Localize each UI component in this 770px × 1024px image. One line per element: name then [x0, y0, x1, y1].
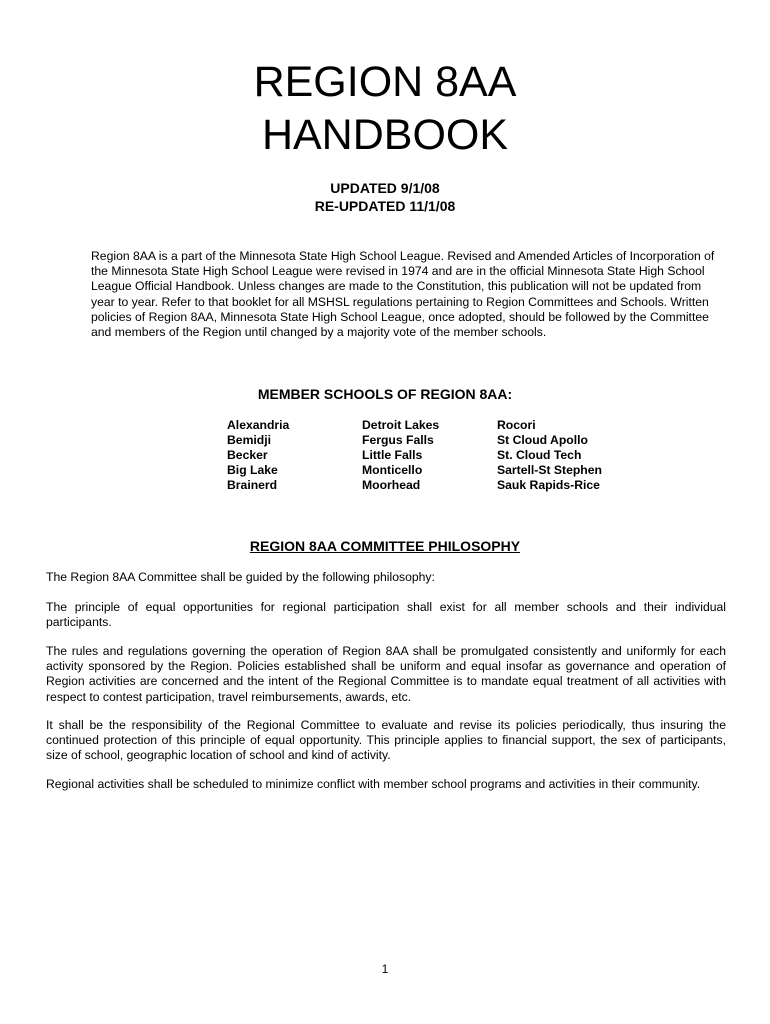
updated-date: UPDATED 9/1/08	[330, 180, 440, 196]
intro-paragraph: Region 8AA is a part of the Minnesota State High School League. Revised and Amended Articles of Incorporation of the Minnesota State High School League were revised in 1974 and are in the official Minnesota State High School League Official Handbook. Unless changes are made to the Constitution, this publication will not be updated from year to year. Refer to that booklet for all MSHSL regulations pertaining to Region Committees and Schools. Written policies of Region 8AA, Minnesota State High School League, once adopted, should be followed by the Committee and members of the Region until changed by a majority vote of the member schools.	[91, 249, 715, 340]
school-name: Sartell-St Stephen	[497, 463, 602, 477]
school-name: St. Cloud Tech	[497, 448, 582, 462]
school-list-column-3	[497, 418, 602, 493]
philosophy-paragraph: The Region 8AA Committee shall be guided by the following philosophy:	[46, 570, 435, 584]
school-name: Monticello	[362, 463, 423, 477]
page-number: 1	[381, 962, 389, 976]
school-name: St Cloud Apollo	[497, 433, 588, 447]
school-name: Brainerd	[227, 478, 278, 492]
philosophy-paragraph: The rules and regulations governing the operation of Region 8AA shall be promulgated consistently and uniformly for each activity sponsored by the Region. Policies established shall be uniform and equal insofar as governance and operation of Region activities are concerned and the intent of the Regional Committee is to mandate equal treatment of all activities with respect to contest participation, travel reimbursements, awards, etc.	[46, 644, 726, 704]
philosophy-heading: REGION 8AA COMMITTEE PHILOSOPHY	[249, 538, 521, 554]
document-title-line2: HANDBOOK	[261, 111, 509, 159]
school-name: Little Falls	[362, 448, 423, 462]
document-title-line1: REGION 8AA	[253, 58, 517, 106]
philosophy-paragraph: Regional activities shall be scheduled to minimize conflict with member school programs and activities in their community.	[46, 777, 701, 791]
philosophy-paragraph: It shall be the responsibility of the Regional Committee to evaluate and revise its policies periodically, thus insuring the continued protection of this principle of equal opportunity. This principle applies to financial support, the sex of participants, size of school, geographic location of school and kind of activity.	[46, 718, 726, 763]
school-name: Big Lake	[227, 463, 278, 477]
school-name: Rocori	[497, 418, 536, 432]
school-name: Becker	[227, 448, 268, 462]
school-list-column-1	[227, 418, 289, 493]
school-name: Moorhead	[362, 478, 421, 492]
school-name: Detroit Lakes	[362, 418, 440, 432]
school-name: Bemidji	[227, 433, 272, 447]
school-list-column-2	[362, 418, 439, 493]
member-schools-heading: MEMBER SCHOOLS OF REGION 8AA:	[257, 386, 513, 402]
school-name: Fergus Falls	[362, 433, 434, 447]
philosophy-paragraph: The principle of equal opportunities for regional participation shall exist for all member schools and their individual participants.	[46, 600, 726, 630]
school-name: Sauk Rapids-Rice	[497, 478, 600, 492]
re-updated-date: RE-UPDATED 11/1/08	[314, 198, 456, 214]
school-name: Alexandria	[227, 418, 290, 432]
